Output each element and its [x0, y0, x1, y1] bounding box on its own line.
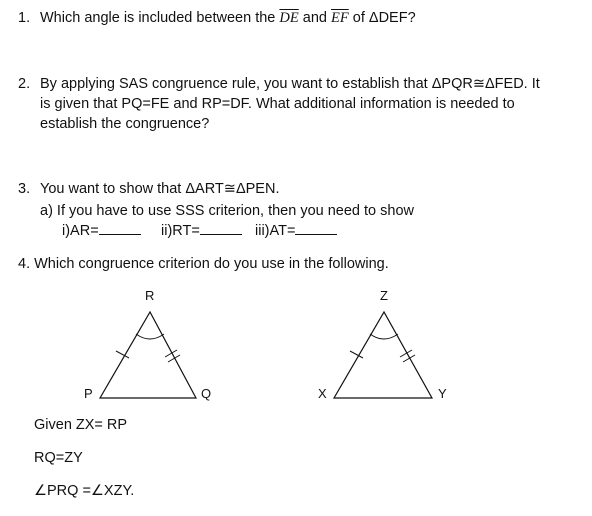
q3-text: You want to show that ΔART≅ΔPEN.	[40, 181, 280, 197]
q3-blank-rt-label: ii)RT=	[161, 223, 200, 239]
q1-number: 1.	[18, 10, 31, 26]
q2-number: 2.	[18, 76, 31, 92]
angle-r-arc	[136, 334, 164, 339]
q3-sub-a: a) If you have to use SSS criterion, then you need to show	[40, 203, 414, 219]
vertex-y-label: Y	[438, 386, 447, 401]
q1-text-c: of ΔDEF?	[352, 10, 416, 26]
q2-line2: is given that PQ=FE and RP=DF. What additional information is needed to	[40, 96, 515, 112]
given-rq-zy: RQ=ZY	[34, 450, 83, 466]
vertex-q-label: Q	[201, 386, 212, 401]
triangle-xyz-outline	[334, 312, 432, 398]
triangle-xyz	[318, 288, 447, 401]
vertex-x-label: X	[318, 386, 327, 401]
given-zx-rp: Given ZX= RP	[34, 417, 128, 433]
q1-text-b: and	[302, 10, 327, 26]
vertex-p-label: P	[84, 386, 93, 401]
triangle-pqr-outline	[100, 312, 196, 398]
q4-text: 4. Which congruence criterion do you use in the following.	[18, 256, 389, 272]
q3-number: 3.	[18, 181, 31, 197]
vertex-r-label: R	[145, 288, 155, 303]
q2-line1: By applying SAS congruence rule, you want to establish that ΔPQR≅ΔFED. It	[40, 76, 540, 92]
q1-text-a: Which angle is included between the	[40, 10, 276, 26]
given-angles: ∠PRQ =∠XZY.	[34, 483, 135, 499]
vertex-z-label: Z	[380, 288, 388, 303]
q1-segment-ef: $\overline{EF}$	[331, 10, 349, 26]
q2-line3: establish the congruence?	[40, 116, 210, 132]
q3-blank-at-label: iii)AT=	[255, 223, 296, 239]
angle-z-arc	[370, 334, 398, 339]
q1-segment-de: $\overline{DE}$	[279, 10, 299, 26]
q3-blank-ar-label: i)AR=	[62, 223, 99, 239]
triangle-pqr	[84, 288, 211, 401]
